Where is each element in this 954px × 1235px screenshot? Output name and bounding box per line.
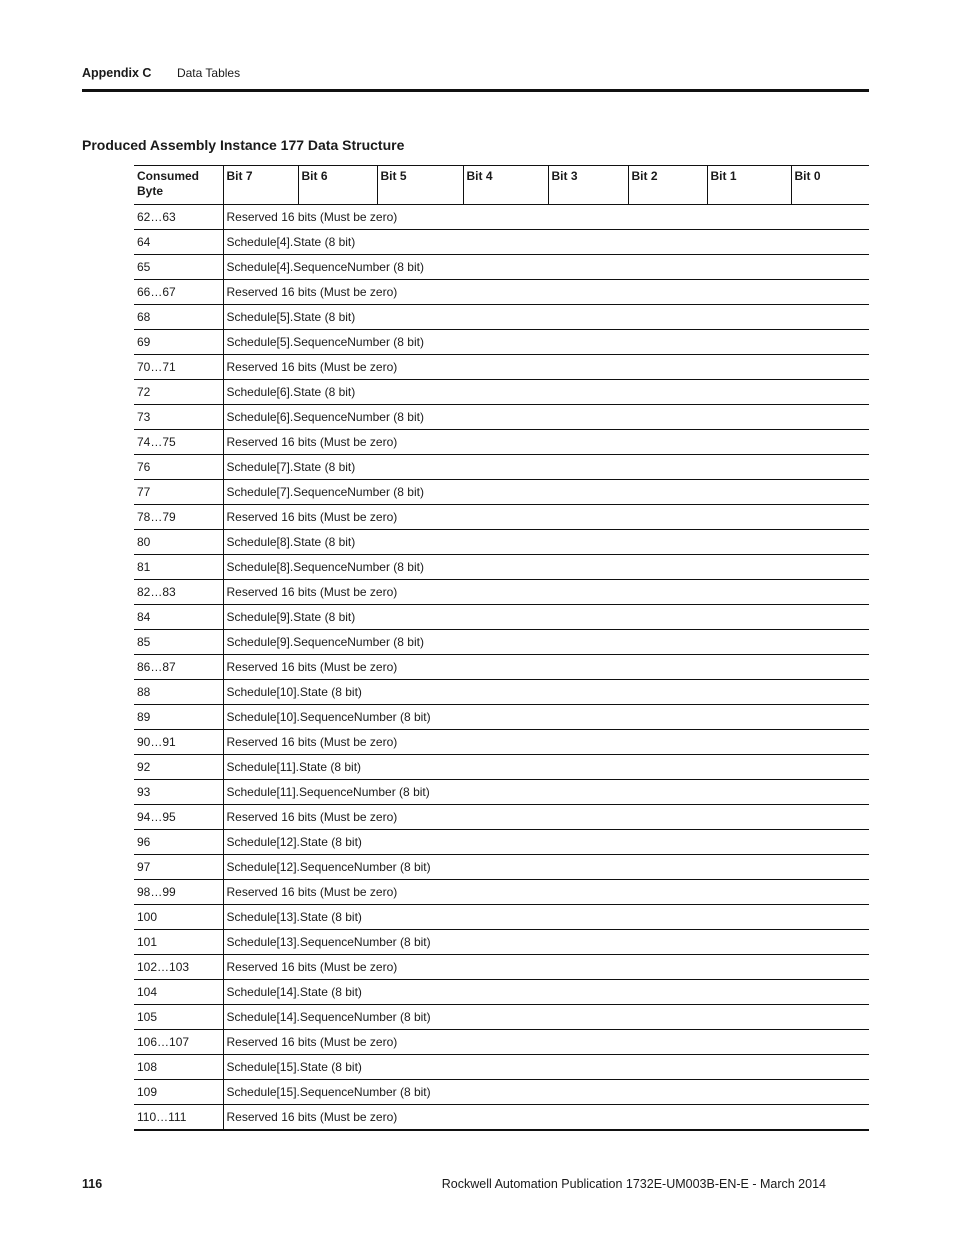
section-label: Data Tables bbox=[176, 66, 241, 80]
consumed-byte-cell: 101 bbox=[134, 930, 223, 955]
description-cell: Reserved 16 bits (Must be zero) bbox=[223, 580, 869, 605]
consumed-byte-cell: 94…95 bbox=[134, 805, 223, 830]
table-row bbox=[134, 1080, 869, 1105]
table-row bbox=[134, 905, 869, 930]
description-cell: Reserved 16 bits (Must be zero) bbox=[223, 280, 869, 305]
consumed-byte-cell: 74…75 bbox=[134, 430, 223, 455]
description-cell: Schedule[7].SequenceNumber (8 bit) bbox=[223, 480, 869, 505]
table-row bbox=[134, 980, 869, 1005]
table-row bbox=[134, 455, 869, 480]
description-cell: Schedule[7].State (8 bit) bbox=[223, 455, 869, 480]
table-row bbox=[134, 530, 869, 555]
consumed-byte-cell: 72 bbox=[134, 380, 223, 405]
consumed-byte-cell: 65 bbox=[134, 255, 223, 280]
table-row bbox=[134, 505, 869, 530]
description-cell: Schedule[15].SequenceNumber (8 bit) bbox=[223, 1080, 869, 1105]
table-row bbox=[134, 855, 869, 880]
table-row bbox=[134, 955, 869, 980]
page-number: 116 bbox=[82, 1177, 103, 1191]
consumed-byte-cell: 108 bbox=[134, 1055, 223, 1080]
consumed-byte-cell: 96 bbox=[134, 830, 223, 855]
consumed-byte-cell: 88 bbox=[134, 680, 223, 705]
description-cell: Reserved 16 bits (Must be zero) bbox=[223, 205, 869, 230]
table-body bbox=[134, 205, 869, 1131]
table-row bbox=[134, 705, 869, 730]
table-row bbox=[134, 255, 869, 280]
table-row bbox=[134, 355, 869, 380]
description-cell: Schedule[14].SequenceNumber (8 bit) bbox=[223, 1005, 869, 1030]
description-cell: Reserved 16 bits (Must be zero) bbox=[223, 880, 869, 905]
table-row bbox=[134, 780, 869, 805]
consumed-byte-cell: 68 bbox=[134, 305, 223, 330]
table-row bbox=[134, 480, 869, 505]
table-row bbox=[134, 280, 869, 305]
description-cell: Schedule[6].State (8 bit) bbox=[223, 380, 869, 405]
table-row bbox=[134, 830, 869, 855]
consumed-byte-cell: 106…107 bbox=[134, 1030, 223, 1055]
table-row bbox=[134, 405, 869, 430]
running-header bbox=[82, 66, 240, 80]
consumed-byte-cell: 100 bbox=[134, 905, 223, 930]
description-cell: Reserved 16 bits (Must be zero) bbox=[223, 505, 869, 530]
table-row bbox=[134, 1005, 869, 1030]
table-row bbox=[134, 430, 869, 455]
description-cell: Reserved 16 bits (Must be zero) bbox=[223, 730, 869, 755]
description-cell: Schedule[13].SequenceNumber (8 bit) bbox=[223, 930, 869, 955]
consumed-byte-cell: 84 bbox=[134, 605, 223, 630]
consumed-byte-cell: 105 bbox=[134, 1005, 223, 1030]
table-row bbox=[134, 1105, 869, 1131]
publication-info: Rockwell Automation Publication 1732E-UM003B-EN-E - March 2014 bbox=[441, 1177, 826, 1191]
table-row bbox=[134, 630, 869, 655]
consumed-byte-cell: 69 bbox=[134, 330, 223, 355]
description-cell: Schedule[5].State (8 bit) bbox=[223, 305, 869, 330]
description-cell: Schedule[4].State (8 bit) bbox=[223, 230, 869, 255]
column-header-bit-2: Bit 2 bbox=[628, 166, 707, 205]
table-row bbox=[134, 655, 869, 680]
column-header-bit-7: Bit 7 bbox=[223, 166, 298, 205]
table-header-row bbox=[134, 166, 869, 205]
consumed-byte-cell: 97 bbox=[134, 855, 223, 880]
header-rule bbox=[82, 89, 869, 92]
description-cell: Reserved 16 bits (Must be zero) bbox=[223, 805, 869, 830]
consumed-byte-cell: 104 bbox=[134, 980, 223, 1005]
table-row bbox=[134, 805, 869, 830]
appendix-label: Appendix C bbox=[82, 66, 152, 80]
table-row bbox=[134, 205, 869, 230]
consumed-byte-cell: 70…71 bbox=[134, 355, 223, 380]
consumed-byte-cell: 66…67 bbox=[134, 280, 223, 305]
consumed-byte-cell: 64 bbox=[134, 230, 223, 255]
description-cell: Schedule[6].SequenceNumber (8 bit) bbox=[223, 405, 869, 430]
table-row bbox=[134, 680, 869, 705]
consumed-byte-cell: 109 bbox=[134, 1080, 223, 1105]
consumed-byte-cell: 102…103 bbox=[134, 955, 223, 980]
consumed-byte-cell: 89 bbox=[134, 705, 223, 730]
column-header-bit-3: Bit 3 bbox=[548, 166, 628, 205]
table-title: Produced Assembly Instance 177 Data Structure bbox=[82, 137, 405, 153]
table-row bbox=[134, 580, 869, 605]
consumed-byte-cell: 76 bbox=[134, 455, 223, 480]
column-header-bit-0: Bit 0 bbox=[791, 166, 869, 205]
description-cell: Schedule[10].SequenceNumber (8 bit) bbox=[223, 705, 869, 730]
consumed-byte-cell: 98…99 bbox=[134, 880, 223, 905]
table-row bbox=[134, 730, 869, 755]
consumed-byte-cell: 90…91 bbox=[134, 730, 223, 755]
consumed-byte-cell: 85 bbox=[134, 630, 223, 655]
description-cell: Schedule[4].SequenceNumber (8 bit) bbox=[223, 255, 869, 280]
description-cell: Reserved 16 bits (Must be zero) bbox=[223, 355, 869, 380]
data-structure-table bbox=[134, 165, 869, 1131]
description-cell: Reserved 16 bits (Must be zero) bbox=[223, 1105, 869, 1131]
description-cell: Schedule[9].State (8 bit) bbox=[223, 605, 869, 630]
description-cell: Schedule[10].State (8 bit) bbox=[223, 680, 869, 705]
table-row bbox=[134, 605, 869, 630]
table-row bbox=[134, 555, 869, 580]
consumed-byte-cell: 93 bbox=[134, 780, 223, 805]
consumed-byte-cell: 77 bbox=[134, 480, 223, 505]
consumed-byte-cell: 78…79 bbox=[134, 505, 223, 530]
consumed-byte-cell: 92 bbox=[134, 755, 223, 780]
table-row bbox=[134, 380, 869, 405]
description-cell: Schedule[12].State (8 bit) bbox=[223, 830, 869, 855]
table-row bbox=[134, 930, 869, 955]
column-header-bit-4: Bit 4 bbox=[463, 166, 548, 205]
consumed-byte-cell: 62…63 bbox=[134, 205, 223, 230]
consumed-byte-cell: 110…111 bbox=[134, 1105, 223, 1131]
table-row bbox=[134, 230, 869, 255]
consumed-byte-cell: 73 bbox=[134, 405, 223, 430]
description-cell: Schedule[8].SequenceNumber (8 bit) bbox=[223, 555, 869, 580]
consumed-byte-cell: 81 bbox=[134, 555, 223, 580]
description-cell: Schedule[13].State (8 bit) bbox=[223, 905, 869, 930]
consumed-byte-cell: 86…87 bbox=[134, 655, 223, 680]
description-cell: Reserved 16 bits (Must be zero) bbox=[223, 1030, 869, 1055]
table-row bbox=[134, 880, 869, 905]
description-cell: Reserved 16 bits (Must be zero) bbox=[223, 955, 869, 980]
description-cell: Schedule[11].State (8 bit) bbox=[223, 755, 869, 780]
column-header-consumed-byte: Consumed Byte bbox=[134, 166, 223, 205]
description-cell: Schedule[9].SequenceNumber (8 bit) bbox=[223, 630, 869, 655]
description-cell: Reserved 16 bits (Must be zero) bbox=[223, 655, 869, 680]
description-cell: Schedule[11].SequenceNumber (8 bit) bbox=[223, 780, 869, 805]
description-cell: Schedule[5].SequenceNumber (8 bit) bbox=[223, 330, 869, 355]
consumed-byte-cell: 80 bbox=[134, 530, 223, 555]
table-row bbox=[134, 1030, 869, 1055]
column-header-bit-1: Bit 1 bbox=[707, 166, 791, 205]
description-cell: Schedule[12].SequenceNumber (8 bit) bbox=[223, 855, 869, 880]
description-cell: Schedule[14].State (8 bit) bbox=[223, 980, 869, 1005]
table-row bbox=[134, 330, 869, 355]
description-cell: Reserved 16 bits (Must be zero) bbox=[223, 430, 869, 455]
table-row bbox=[134, 1055, 869, 1080]
description-cell: Schedule[15].State (8 bit) bbox=[223, 1055, 869, 1080]
description-cell: Schedule[8].State (8 bit) bbox=[223, 530, 869, 555]
table-row bbox=[134, 755, 869, 780]
consumed-byte-cell: 82…83 bbox=[134, 580, 223, 605]
column-header-bit-5: Bit 5 bbox=[377, 166, 463, 205]
table-row bbox=[134, 305, 869, 330]
column-header-bit-6: Bit 6 bbox=[298, 166, 377, 205]
